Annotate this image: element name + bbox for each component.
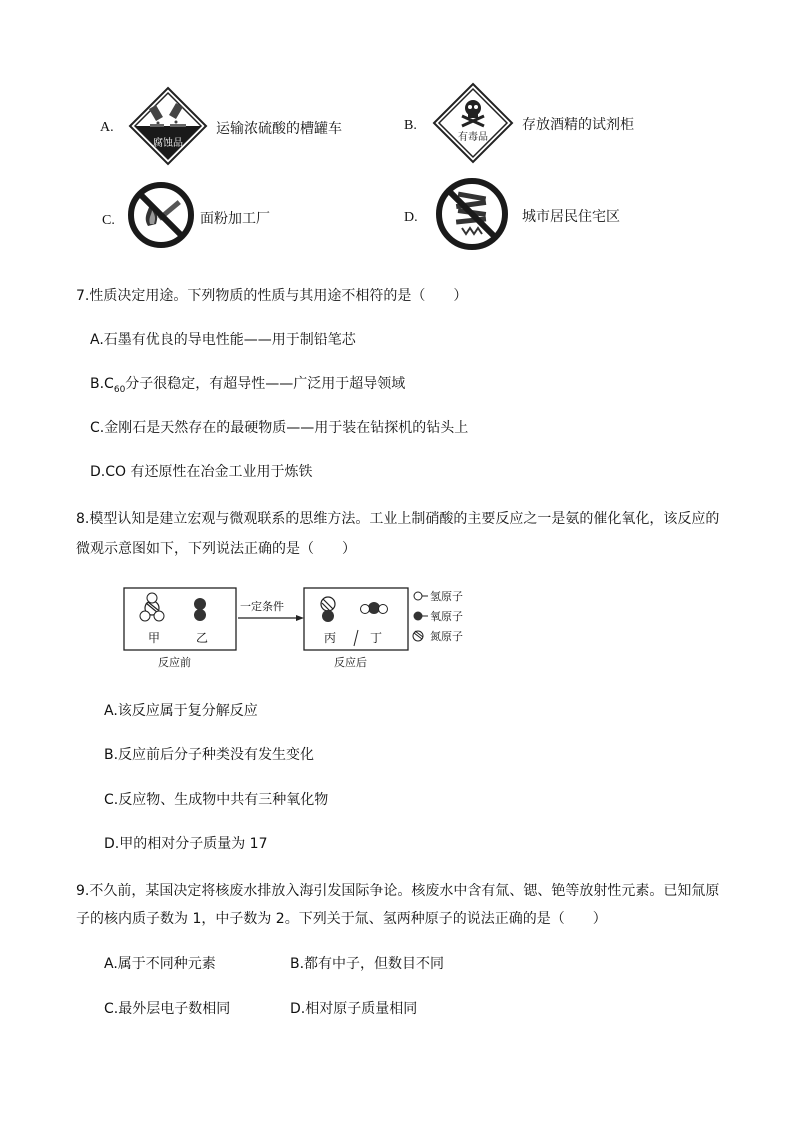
q9-stem-line1: 9.不久前，某国决定将核废水排放入海引发国际争论。核废水中含有氚、锶、铯等放射性元素。已知氚原 [76, 883, 720, 899]
legend-nitrogen-text: 氮原子 [430, 630, 463, 643]
q9-option-b: B.都有中子，但数目不同 [290, 956, 445, 972]
toxic-sign-icon [432, 82, 514, 164]
option-d-letter: D. [404, 210, 418, 225]
legend-oxygen-text: 氧原子 [430, 610, 463, 623]
q8-option-d: D.甲的相对分子质量为 17 [104, 836, 268, 852]
q8-option-a: A.该反应属于复分解反应 [104, 703, 258, 719]
q7-option-a: A.石墨有优良的导电性能——用于制铅笔芯 [90, 332, 356, 348]
label-after: 反应后 [334, 656, 367, 669]
legend-hydrogen-text: 氢原子 [430, 590, 463, 603]
q9-stem-line2: 子的核内质子数为 1，中子数为 2。下列关于氚、氢两种原子的说法正确的是（ ） [76, 911, 607, 927]
option-a-letter: A. [100, 120, 114, 135]
legend-hydrogen [414, 589, 463, 603]
q8-option-c: C.反应物、生成物中共有三种氧化物 [104, 792, 329, 808]
molecule-bing [321, 597, 335, 622]
q8-option-b: B.反应前后分子种类没有发生变化 [104, 747, 315, 763]
q9-option-c: C.最外层电子数相同 [104, 1001, 231, 1017]
q9-option-d: D.相对原子质量相同 [290, 1001, 418, 1017]
q7-option-c: C.金刚石是天然存在的最硬物质——用于装在钻探机的钻头上 [90, 420, 469, 436]
q8-reaction-diagram [118, 576, 478, 672]
q7-option-b [90, 373, 405, 395]
option-b-label: 存放酒精的试剂柜 [522, 117, 634, 133]
q7-option-b-prefix: B.C [90, 376, 114, 392]
q7-option-d: D.CO 有还原性在冶金工业用于炼铁 [90, 464, 313, 480]
option-c-letter: C. [102, 213, 115, 228]
option-c-label: 面粉加工厂 [200, 211, 270, 227]
q8-stem-line2: 微观示意图如下，下列说法正确的是（ ） [76, 541, 356, 557]
option-b-letter: B. [404, 118, 417, 133]
q9-option-a: A.属于不同种元素 [104, 956, 216, 972]
q8-stem-line1: 8.模型认知是建立宏观与微观联系的思维方法。工业上制硝酸的主要反应之一是氨的催化氧化，该反应的 [76, 511, 720, 527]
reaction-condition: 一定条件 [240, 600, 284, 613]
option-a-label: 运输浓硫酸的槽罐车 [216, 121, 342, 137]
label-yi: 乙 [196, 631, 209, 645]
corrosive-sign-text: 腐蚀品 [153, 138, 183, 149]
q7-option-b-subscript: 60 [113, 384, 126, 395]
no-firecracker-sign-icon [434, 176, 510, 252]
label-jia: 甲 [148, 631, 161, 645]
q7-option-b-rest: 分子很稳定，有超导性——广泛用于超导领域 [125, 376, 406, 392]
label-ding: 丁 [370, 631, 383, 645]
corrosive-sign-icon [128, 86, 208, 166]
label-bing: 丙 [324, 631, 337, 645]
toxic-sign-text: 有毒品 [458, 132, 488, 143]
q7-stem: 7.性质决定用途。下列物质的性质与其用途不相符的是（ ） [76, 288, 468, 304]
label-before: 反应前 [158, 656, 191, 669]
after-box [304, 588, 408, 650]
legend-oxygen [414, 609, 464, 623]
no-fire-sign-icon [126, 180, 196, 250]
option-d-label: 城市居民住宅区 [522, 209, 620, 225]
legend-nitrogen [413, 629, 463, 643]
